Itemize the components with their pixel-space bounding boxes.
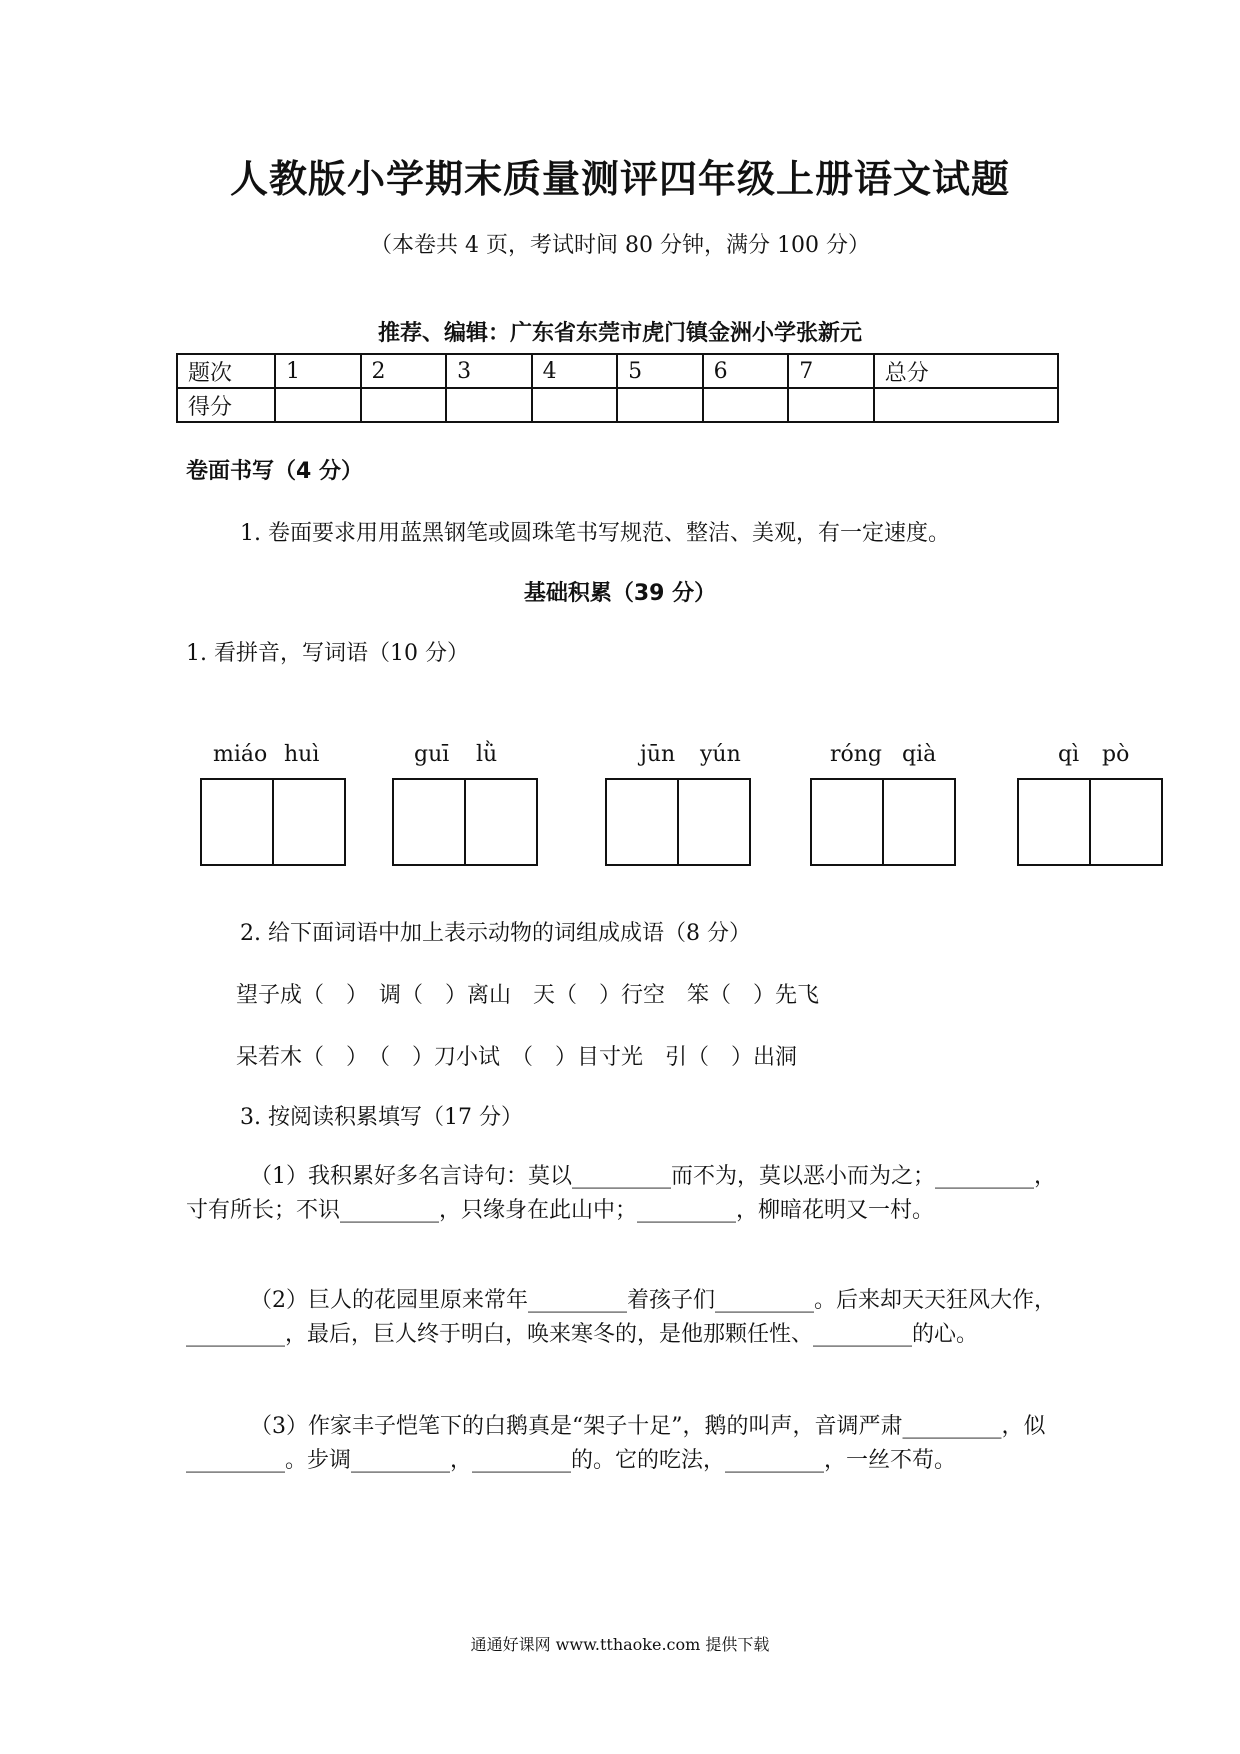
pinyin: qì [1058,742,1080,767]
pinyin: qià [902,742,937,767]
question-heading: 1. 看拼音，写词语（10 分） [186,641,469,666]
answer-box-pair[interactable] [810,778,956,866]
char-box[interactable] [272,780,344,864]
page-title: 人教版小学期末质量测评四年级上册语文试题 [229,157,1010,201]
score-cell[interactable] [788,388,874,422]
table-cell: 5 [617,354,703,388]
char-box[interactable] [607,780,677,864]
char-box[interactable] [677,780,749,864]
table-cell: 1 [275,354,361,388]
table-cell: 得分 [177,388,275,422]
pinyin: miáo [213,742,268,767]
score-cell[interactable] [617,388,703,422]
score-table [176,353,1059,423]
table-cell: 题次 [177,354,275,388]
table-cell: 总分 [874,354,1058,388]
score-cell[interactable] [703,388,789,422]
char-box[interactable] [394,780,464,864]
idiom-line: 望子成（ ） 调（ ）离山 天（ ）行空 笨（ ）先飞 [236,983,820,1008]
exam-info: （本卷共 4 页，考试时间 80 分钟，满分 100 分） [370,233,870,258]
footer-text: 通通好课网 www.tthaoke.com 提供下载 [470,1635,770,1654]
pinyin: róng [830,742,883,767]
question-heading: 3. 按阅读积累填写（17 分） [240,1105,523,1130]
question-heading: 2. 给下面词语中加上表示动物的词组成成语（8 分） [240,921,751,946]
pinyin: guī [414,742,450,767]
score-cell[interactable] [874,388,1058,422]
table-row [177,388,1058,422]
table-row [177,354,1058,388]
score-cell[interactable] [446,388,532,422]
section-heading: 基础积累（39 分） [523,581,717,606]
question-text: 1. 卷面要求用用蓝黑钢笔或圆珠笔书写规范、整洁、美观，有一定速度。 [240,521,950,546]
table-cell: 3 [446,354,532,388]
score-cell[interactable] [275,388,361,422]
table-cell: 2 [361,354,447,388]
char-box[interactable] [812,780,882,864]
editor-line: 推荐、编辑：广东省东莞市虎门镇金洲小学张新元 [377,321,862,346]
pinyin: huì [284,742,320,767]
pinyin: lǜ [476,742,498,767]
fill-paragraph: （1）我积累好多名言诗句：莫以_________而不为，莫以恶小而为之；_________，寸有所长；不识_________，只缘身在此山中；_________，柳暗花明又一村。 [186,1164,1056,1223]
answer-box-pair[interactable] [392,778,538,866]
pinyin: jūn [640,742,676,767]
fill-paragraph: （2）巨人的花园里原来常年_________着孩子们_________。后来却天天狂风大作，_________，最后，巨人终于明白，唤来寒冬的，是他那颗任性、_________的心。 [186,1288,1056,1347]
char-box[interactable] [202,780,272,864]
pinyin: yún [700,742,741,767]
section-heading: 卷面书写（4 分） [186,459,363,484]
char-box[interactable] [1019,780,1089,864]
answer-box-pair[interactable] [1017,778,1163,866]
fill-paragraph: （3）作家丰子恺笔下的白鹅真是“架子十足”，鹅的叫声，音调严肃_________，似_________。步调_________，_________的。它的吃法，_________，一丝不苟。 [186,1414,1046,1473]
char-box[interactable] [882,780,954,864]
table-cell: 6 [703,354,789,388]
char-box[interactable] [1089,780,1161,864]
idiom-line: 呆若木（ ） （ ）刀小试 （ ）目寸光 引（ ）出洞 [236,1045,798,1070]
score-cell[interactable] [532,388,618,422]
answer-box-pair[interactable] [200,778,346,866]
table-cell: 7 [788,354,874,388]
table-cell: 4 [532,354,618,388]
char-box[interactable] [464,780,536,864]
pinyin: pò [1102,742,1130,767]
score-cell[interactable] [361,388,447,422]
answer-box-pair[interactable] [605,778,751,866]
